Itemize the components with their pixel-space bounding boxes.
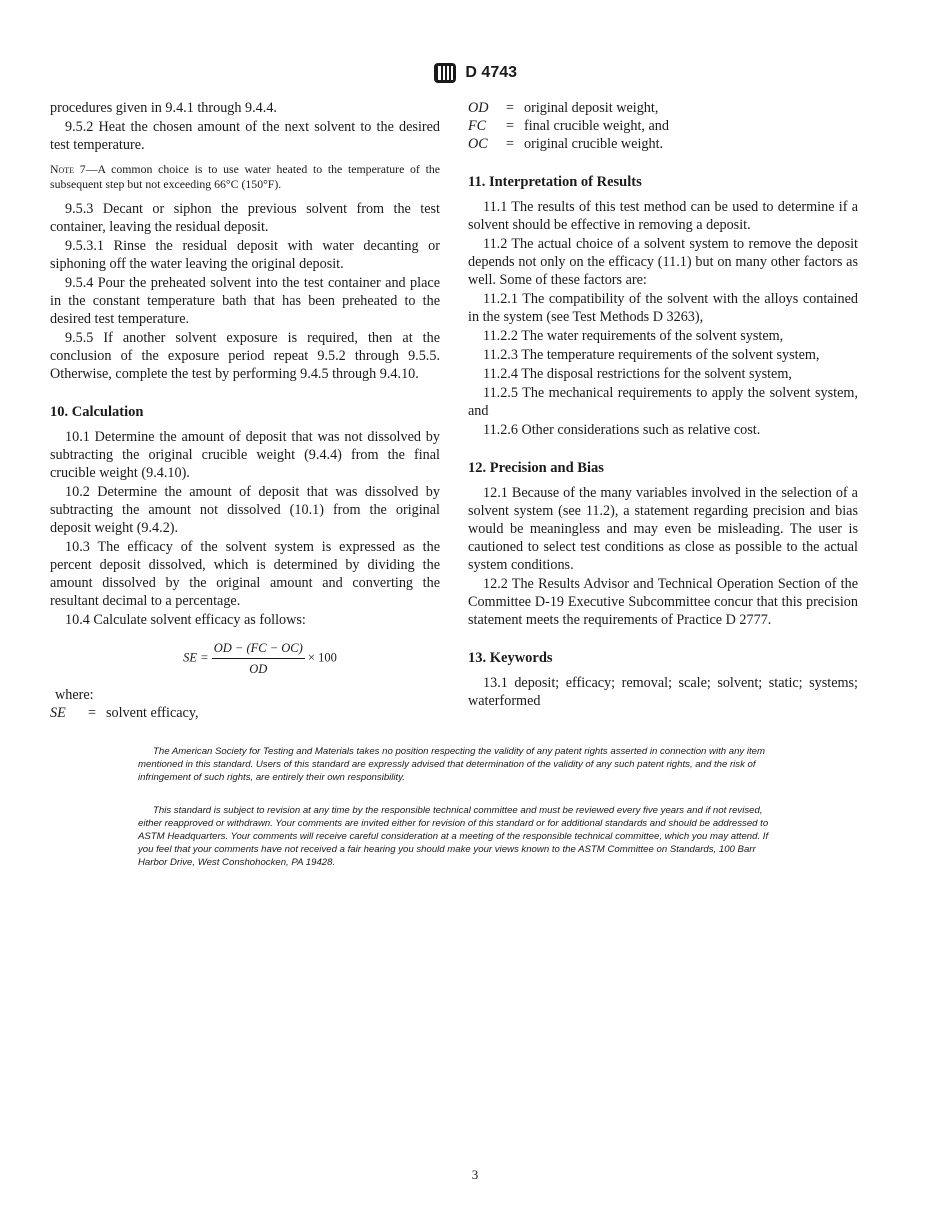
page-header (0, 62, 950, 84)
where-label: where: (55, 687, 94, 703)
efficacy-formula (50, 639, 440, 678)
definition-text: original deposit weight, (524, 100, 659, 116)
section-heading-10: 10. Calculation (50, 404, 144, 420)
definition-se (50, 704, 440, 722)
formula-tail: × 100 (307, 650, 337, 665)
equals: = (506, 136, 515, 152)
paragraph: 11.2.6 Other considerations such as relative cost. (483, 422, 761, 438)
formula-fraction (212, 639, 305, 678)
paragraph: 10.3 The efficacy of the solvent system is expressed as the percent deposit dissolved, which is determined by dividing the amount dissolved by the original amount and converting the resultant decimal to a percentage. (50, 539, 440, 609)
symbol: FC (468, 118, 487, 134)
paragraph: 13.1 deposit; efficacy; removal; scale; solvent; static; systems; waterformed (468, 675, 858, 709)
equals: = (506, 100, 515, 116)
paragraph: 11.1 The results of this test method can be used to determine if a solvent should be effective in removing a deposit. (468, 199, 858, 233)
definition-text: final crucible weight, and (524, 118, 669, 134)
section-heading-13: 13. Keywords (468, 650, 553, 666)
designation: D 4743 (465, 64, 518, 81)
definition-text: solvent efficacy, (106, 705, 199, 721)
paragraph: 9.5.5 If another solvent exposure is required, then at the conclusion of the exposure period repeat 9.5.2 through 9.5.5. Otherwise, complete the test by performing 9.4.5 through 9.4.10. (50, 330, 440, 382)
definition-od (468, 99, 858, 117)
symbol: OD (468, 100, 489, 116)
paragraph: 9.5.3 Decant or siphon the previous solvent from the test container, leaving the residual deposit. (50, 201, 440, 235)
note-label: Note (50, 162, 75, 176)
section-heading-12: 12. Precision and Bias (468, 460, 604, 476)
section-heading-11: 11. Interpretation of Results (468, 174, 642, 190)
definition-fc (468, 117, 858, 135)
page-number: 3 (471, 1167, 479, 1182)
footer-text: This standard is subject to revision at any time by the responsible technical committee and must be reviewed every five years and if not revised, either reapproved or withdrawn. Your comments are invited either for revision of this standard or for additional standards and should be addressed to ASTM Headquarters. Your comments will receive careful consideration at a meeting of the responsible technical committee, which you may attend. If you feel that your comments have not received a fair hearing you should make your views known to the ASTM Committee on Standards, 100 Barr Harbor Drive, West Conshohocken, PA 19428. (138, 805, 769, 868)
equals: = (506, 118, 515, 134)
formula-lhs: SE = (183, 650, 209, 665)
paragraph: 10.1 Determine the amount of deposit that was not dissolved by subtracting the original crucible weight (9.4.4) from the final crucible weight (9.4.10). (50, 429, 440, 481)
footer-revision-notice (138, 804, 773, 870)
paragraph: 11.2.3 The temperature requirements of the solvent system, (483, 347, 820, 363)
formula-numerator: OD − (FC − OC) (212, 639, 305, 659)
paragraph: 12.2 The Results Advisor and Technical Operation Section of the Committee D-19 Executive Subcommittee concur that this precision statement meets the requirements of Practice D 2777. (468, 576, 858, 628)
note-text: 7—A common choice is to use water heated to the temperature of the subsequent step but not exceeding 66°C (150°F). (50, 162, 440, 191)
symbol: SE (50, 705, 66, 721)
paragraph: procedures given in 9.4.1 through 9.4.4. (50, 100, 277, 116)
paragraph: 11.2.5 The mechanical requirements to apply the solvent system, and (468, 385, 858, 419)
paragraph: 11.2.1 The compatibility of the solvent with the alloys contained in the system (see Test Methods D 3263), (468, 291, 858, 325)
paragraph: 10.4 Calculate solvent efficacy as follows: (65, 612, 306, 628)
left-column (50, 99, 440, 722)
paragraph: 11.2.2 The water requirements of the solvent system, (483, 328, 784, 344)
footer-text: The American Society for Testing and Materials takes no position respecting the validity of any patent rights asserted in connection with any item mentioned in this standard. Users of this standard are expressly advised that determination of the validity of any such patent rights, and the risk of infringement of such rights, are entirely their own responsibility. (138, 746, 766, 783)
paragraph: 9.5.3.1 Rinse the residual deposit with water decanting or siphoning off the water leaving the original deposit. (50, 238, 440, 272)
definition-oc (468, 135, 858, 153)
paragraph: 11.2 The actual choice of a solvent system to remove the deposit depends not only on the efficacy (11.1) but on many other factors as well. Some of these factors are: (468, 236, 858, 288)
paragraph: 9.5.2 Heat the chosen amount of the next solvent to the desired test temperature. (50, 119, 440, 153)
paragraph: 12.1 Because of the many variables involved in the selection of a solvent system (see 11.2), a statement regarding precision and bias would be meaningless and may even be misleading. The user is cautioned to select test conditions as close as possible to the actual system conditions. (468, 485, 858, 573)
right-column (468, 99, 858, 711)
astm-logo-icon (433, 62, 457, 84)
symbol: OC (468, 136, 488, 152)
formula-denominator: OD (249, 662, 268, 676)
footer-patent-notice (138, 745, 773, 785)
paragraph: 10.2 Determine the amount of deposit that was dissolved by subtracting the amount not dissolved (10.1) from the original deposit weight (9.4.2). (50, 484, 440, 536)
equals: = (88, 705, 97, 721)
paragraph: 9.5.4 Pour the preheated solvent into the test container and place in the constant temperature bath that has been preheated to the desired test temperature. (50, 275, 440, 327)
paragraph: 11.2.4 The disposal restrictions for the solvent system, (483, 366, 792, 382)
note-7 (50, 162, 440, 192)
definition-text: original crucible weight. (524, 136, 664, 152)
